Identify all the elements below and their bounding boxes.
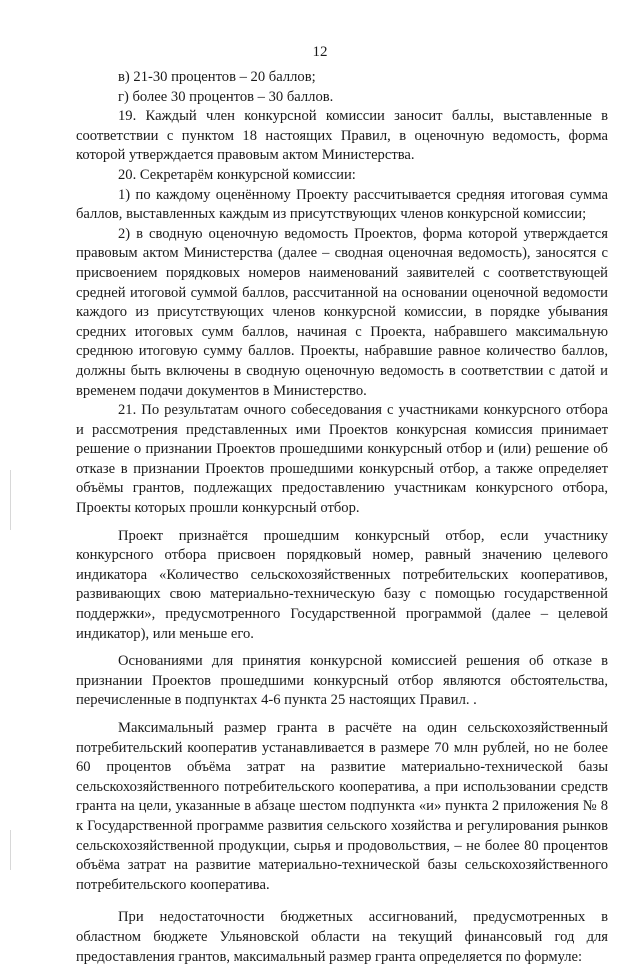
paragraph-item-g: г) более 30 процентов – 30 баллов. [118, 88, 334, 105]
scan-artifact [10, 470, 11, 530]
page-number: 12 [312, 44, 328, 60]
paragraph-20: 20. Секретарём конкурсной комиссии: [118, 166, 356, 183]
paragraph-20-1: 1) по каждому оценённому Проекту рассчитывается средняя итоговая сумма баллов, выставленных каждым из присутствующих членов конкурсной комиссии; [76, 186, 608, 223]
paragraph-20-2: 2) в сводную оценочную ведомость Проектов, форма которой утверждается правовым актом Министерства (далее – сводная оценочная ведомость), заносятся с присвоением порядковых номеров наименований заявителей с соответствующей средней итоговой суммой баллов, рассчитанной на основании оценочной ведомости каждого из присутствующих членов конкурсной комиссии, в порядке убывания средних итоговых сумм баллов, начиная с Проекта, набравшего максимальную среднюю итоговую сумму баллов. Проекты, набравшие равное количество баллов, должны быть включены в сводную оценочную ведомость в соответствии с датой и временем подачи документов в Министерство. [76, 225, 608, 399]
paragraph-project-criteria: Проект признаётся прошедшим конкурсный отбор, если участнику конкурсного отбора присвоен порядковый номер, равный значению целевого индикатора «Количество сельскохозяйственных потребительских кооперативов, развивающих свою материально-техническую базу с помощью государственной поддержки», предусмотренного Государственной программой (далее – целевой индикатор), или меньше его. [76, 527, 608, 642]
document-body [76, 68, 608, 967]
paragraph-max-grant: Максимальный размер гранта в расчёте на один сельскохозяйственный потребительский кооператив устанавливается в размере 70 млн рублей, но не более 60 процентов объёма затрат на развитие материально-технической базы сельскохозяйственного потребительского кооператива, а при использовании средств гранта на цели, указанные в абзаце шестом подпункта «и» пункта 2 приложения № 8 к Государственной программе развития сельского хозяйства и регулирования рынков сельскохозяйственной продукции, сырья и продовольствия, – не более 80 процентов объёма затрат на развитие материально-технической базы сельскохозяйственного потребительского кооператива. [76, 720, 608, 893]
paragraph-19: 19. Каждый член конкурсной комиссии заносит баллы, выставленные в соответствии с пунктом 18 настоящих Правил, в оценочную ведомость, форма которой утверждается правовым актом Министерства. [76, 108, 608, 164]
scan-artifact [10, 830, 11, 870]
paragraph-insufficient-funds: При недостаточности бюджетных ассигнований, предусмотренных в областном бюджете Ульяновской области на текущий финансовый год для предоставления грантов, максимальный размер гранта определяется по формуле: [76, 909, 608, 965]
paragraph-21: 21. По результатам очного собеседования с участниками конкурсного отбора и рассмотрения представленных ими Проектов конкурсная комиссия принимает решение о признании Проектов прошедшими конкурсный отбор и (или) решение об отказе в признании Проектов прошедшими конкурсный отбор, а также определяет объёмы грантов, подлежащих предоставлению участникам конкурсного отбора, Проекты которых прошли конкурсный отбор. [76, 402, 608, 517]
paragraph-refusal-grounds: Основаниями для принятия конкурсной комиссией решения об отказе в признании Проектов прошедшими конкурсный отбор являются обстоятельства, перечисленные в подпунктах 4-6 пункта 25 настоящих Правил. . [76, 653, 608, 709]
paragraph-item-v: в) 21-30 процентов – 20 баллов; [118, 69, 316, 85]
